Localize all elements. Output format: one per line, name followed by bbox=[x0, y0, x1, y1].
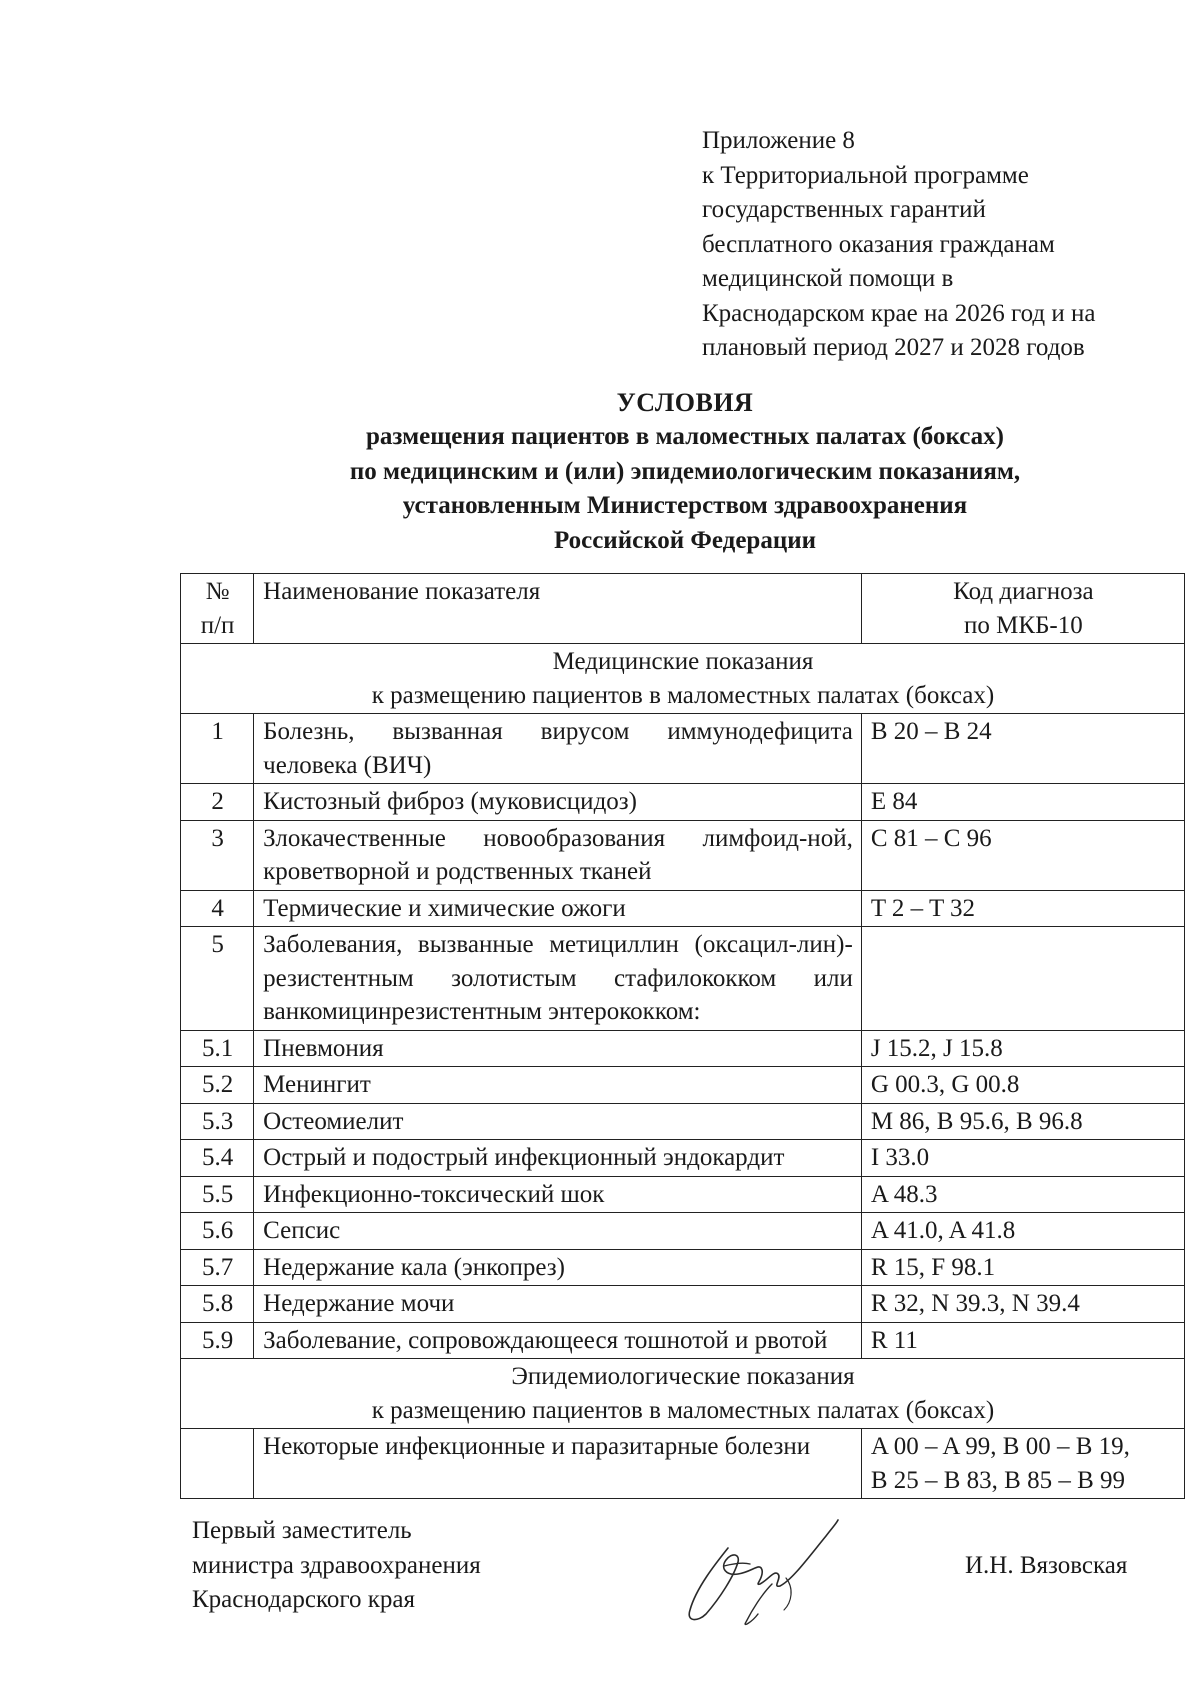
appendix-line: медицинской помощи в bbox=[702, 265, 954, 292]
table-row bbox=[181, 1030, 1185, 1067]
row-code: A 48.3 bbox=[861, 1176, 1184, 1213]
row-num: 5.4 bbox=[181, 1140, 254, 1177]
row-name: Термические и химические ожоги bbox=[254, 890, 862, 927]
row-code: R 15, F 98.1 bbox=[861, 1249, 1184, 1286]
row-code: I 33.0 bbox=[861, 1140, 1184, 1177]
row-name: Менингит bbox=[254, 1067, 862, 1104]
row-name: Злокачественные новообразования лимфоид-ной, кроветворной и родственных тканей bbox=[254, 820, 862, 890]
row-code: M 86, B 95.6, B 96.8 bbox=[861, 1103, 1184, 1140]
row-name: Остеомиелит bbox=[254, 1103, 862, 1140]
row-name: Острый и подострый инфекционный эндокардит bbox=[254, 1140, 862, 1177]
row-name: Недержание мочи bbox=[254, 1286, 862, 1323]
row-num: 5.6 bbox=[181, 1213, 254, 1250]
position-line: министра здравоохранения bbox=[192, 1551, 481, 1579]
signatory-position bbox=[192, 1514, 481, 1618]
row-code: G 00.3, G 00.8 bbox=[861, 1067, 1184, 1104]
row-name: Кистозный фиброз (муковисцидоз) bbox=[254, 784, 862, 821]
handwritten-signature bbox=[676, 1518, 866, 1628]
row-name: Некоторые инфекционные и паразитарные болезни bbox=[254, 1429, 862, 1499]
section-row-epidemiological bbox=[181, 1359, 1185, 1429]
row-name: Недержание кала (энкопрез) bbox=[254, 1249, 862, 1286]
appendix-line: Краснодарском крае на 2026 год и на bbox=[702, 299, 1096, 327]
row-name: Заболевание, сопровождающееся тошнотой и рвотой bbox=[254, 1322, 862, 1359]
row-num: 5.1 bbox=[181, 1030, 254, 1067]
title-line: установленным Министерством здравоохранения bbox=[402, 492, 968, 519]
title-line: по медицинским и (или) эпидемиологическим показаниям, bbox=[349, 457, 1021, 485]
signatory-name: И.Н. Вязовская bbox=[965, 1552, 1128, 1579]
title-main: УСЛОВИЯ bbox=[616, 388, 754, 417]
appendix-line: плановый период 2027 и 2028 годов bbox=[702, 334, 1085, 361]
table-row bbox=[181, 820, 1185, 890]
header-num-cell bbox=[181, 574, 254, 644]
row-num bbox=[181, 1429, 254, 1499]
row-code-line: A 00 – A 99, B 00 – B 19, bbox=[870, 1433, 1130, 1460]
table-row bbox=[181, 890, 1185, 927]
section-line: к размещению пациентов в маломестных палатах (боксах) bbox=[371, 1396, 995, 1424]
title-line: размещения пациентов в маломестных палатах (боксах) bbox=[365, 423, 1004, 450]
conditions-table bbox=[180, 573, 1185, 1499]
section-line: к размещению пациентов в маломестных палатах (боксах) bbox=[371, 681, 995, 709]
section-epidemiological bbox=[181, 1359, 1185, 1429]
row-code: A 41.0, A 41.8 bbox=[861, 1213, 1184, 1250]
header-num-line: п/п bbox=[200, 611, 235, 639]
header-code-cell bbox=[861, 574, 1184, 644]
row-name: Пневмония bbox=[254, 1030, 862, 1067]
table-row bbox=[181, 1322, 1185, 1359]
header-name-cell: Наименование показателя bbox=[254, 574, 862, 644]
appendix-line: к Территориальной программе bbox=[702, 161, 1029, 189]
row-num: 5.2 bbox=[181, 1067, 254, 1104]
table-rows bbox=[181, 714, 1185, 1359]
appendix-line: государственных гарантий bbox=[702, 196, 986, 223]
row-num: 5.3 bbox=[181, 1103, 254, 1140]
appendix-block bbox=[702, 124, 1172, 366]
header-code-line: по МКБ-10 bbox=[964, 611, 1083, 639]
table-row bbox=[181, 784, 1185, 821]
section-line: Эпидемиологические показания bbox=[511, 1363, 855, 1390]
section-line: Медицинские показания bbox=[552, 648, 814, 675]
row-num: 5 bbox=[181, 927, 254, 1031]
table-row bbox=[181, 714, 1185, 784]
row-name: Заболевания, вызванные метициллин (оксацил-лин)-резистентным золотистым стафилококком или ванкомицинрезистентным энтерококком: bbox=[254, 927, 862, 1031]
document-title bbox=[180, 386, 1190, 558]
table-row bbox=[181, 1176, 1185, 1213]
row-code bbox=[861, 1429, 1184, 1499]
table-row bbox=[181, 927, 1185, 1031]
header-num-line: № bbox=[205, 578, 230, 605]
table-row bbox=[181, 1213, 1185, 1250]
row-name: Инфекционно-токсический шок bbox=[254, 1176, 862, 1213]
row-num: 5.8 bbox=[181, 1286, 254, 1323]
row-code: J 15.2, J 15.8 bbox=[861, 1030, 1184, 1067]
row-name: Сепсис bbox=[254, 1213, 862, 1250]
row-code: T 2 – T 32 bbox=[861, 890, 1184, 927]
table-row bbox=[181, 1429, 1185, 1499]
title-line: Российской Федерации bbox=[553, 526, 817, 554]
row-num: 5.7 bbox=[181, 1249, 254, 1286]
table-row bbox=[181, 1249, 1185, 1286]
row-num: 5.5 bbox=[181, 1176, 254, 1213]
row-num: 5.9 bbox=[181, 1322, 254, 1359]
row-num: 2 bbox=[181, 784, 254, 821]
row-code: C 81 – C 96 bbox=[861, 820, 1184, 890]
header-code-line: Код диагноза bbox=[953, 578, 1094, 605]
row-num: 1 bbox=[181, 714, 254, 784]
table-row bbox=[181, 1067, 1185, 1104]
position-line: Первый заместитель bbox=[192, 1517, 412, 1544]
row-code-line: B 25 – B 83, B 85 – B 99 bbox=[870, 1466, 1126, 1494]
table-header-row bbox=[181, 574, 1185, 644]
row-code bbox=[861, 927, 1184, 1031]
row-code: R 11 bbox=[861, 1322, 1184, 1359]
appendix-line: Приложение 8 bbox=[702, 127, 855, 154]
row-code: R 32, N 39.3, N 39.4 bbox=[861, 1286, 1184, 1323]
section-row-medical bbox=[181, 644, 1185, 714]
table-row bbox=[181, 1103, 1185, 1140]
row-code: B 20 – B 24 bbox=[861, 714, 1184, 784]
table-row bbox=[181, 1140, 1185, 1177]
row-num: 3 bbox=[181, 820, 254, 890]
row-name: Болезнь, вызванная вирусом иммунодефицита человека (ВИЧ) bbox=[254, 714, 862, 784]
section-medical bbox=[181, 644, 1185, 714]
table-row bbox=[181, 1286, 1185, 1323]
appendix-line: бесплатного оказания гражданам bbox=[702, 230, 1055, 258]
row-num: 4 bbox=[181, 890, 254, 927]
position-line: Краснодарского края bbox=[192, 1586, 415, 1613]
row-code: E 84 bbox=[861, 784, 1184, 821]
